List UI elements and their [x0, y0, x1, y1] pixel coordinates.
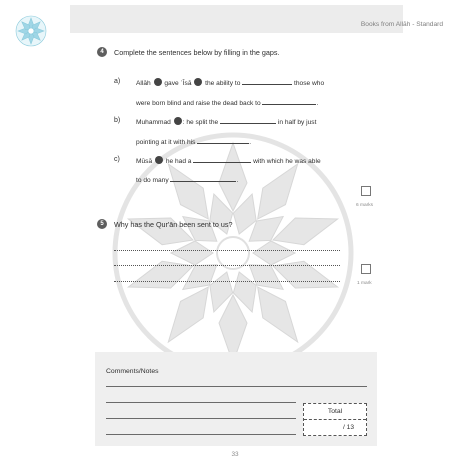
sentence-line — [136, 117, 316, 126]
marks-label: 1 mark — [357, 281, 372, 286]
fill-in-blank[interactable] — [262, 98, 316, 105]
total-value[interactable]: / 13 — [343, 424, 354, 431]
marks-checkbox[interactable] — [361, 186, 371, 196]
fill-in-blank[interactable] — [197, 137, 249, 144]
notes-line[interactable] — [106, 402, 296, 403]
sentence-text: to do many — [136, 177, 169, 184]
sentence-text: were born blind and raise the dead back to — [136, 100, 261, 107]
sentence-text: : he split the — [182, 119, 219, 126]
question-prompt: Why has the Qur'ān been sent to us? — [114, 220, 233, 229]
answer-line[interactable] — [114, 265, 340, 266]
item-label: c) — [114, 156, 120, 163]
sentence-text: with which he was able — [253, 158, 321, 165]
fill-in-blank[interactable] — [193, 156, 251, 163]
item-label: b) — [114, 117, 121, 124]
sentence-text: Muhammad — [136, 119, 171, 126]
sentence-text: he had a — [165, 158, 192, 165]
sentence-line — [136, 78, 324, 87]
item-label: a) — [114, 78, 121, 85]
book-title: Books from Allāh - Standard — [360, 21, 443, 28]
answer-line[interactable] — [114, 281, 340, 282]
total-label: Total — [327, 408, 343, 415]
sentence-line: were born blind and raise the dead back to . — [136, 100, 319, 107]
sentence-line — [136, 156, 321, 165]
sentence-text: those who — [294, 80, 325, 87]
sentence-line: pointing at it with his . — [136, 139, 252, 146]
question-prompt: Complete the sentences below by filling in the gaps. — [114, 48, 280, 57]
answer-line[interactable] — [114, 250, 340, 251]
comments-title: Comments/Notes — [106, 368, 159, 375]
honorific-icon — [194, 78, 202, 86]
sentence-text: the ability to — [205, 80, 241, 87]
sentence-text: Mūsā — [136, 158, 153, 165]
sentence-text: Allāh — [136, 80, 151, 87]
total-score-box — [303, 403, 367, 436]
page-number: 33 — [231, 451, 239, 458]
publisher-logo-icon — [13, 13, 49, 49]
comments-panel — [95, 352, 377, 446]
fill-in-blank[interactable] — [220, 117, 276, 124]
notes-line[interactable] — [106, 434, 296, 435]
notes-line[interactable] — [106, 418, 296, 419]
question-number-badge: 5 — [97, 219, 107, 229]
fill-in-blank[interactable] — [170, 175, 236, 182]
sentence-text: gave ʿĪsā — [164, 80, 192, 87]
honorific-icon — [155, 156, 163, 164]
fill-in-blank[interactable] — [242, 78, 292, 85]
honorific-icon — [174, 117, 182, 125]
star-pattern-watermark-icon — [108, 128, 358, 378]
honorific-icon — [154, 78, 162, 86]
sentence-text: in half by just — [277, 119, 317, 126]
marks-label: 6 marks — [356, 203, 374, 208]
question-number-badge: 4 — [97, 47, 107, 57]
marks-checkbox[interactable] — [361, 264, 371, 274]
sentence-line: to do many . — [136, 177, 239, 184]
header-band — [70, 5, 403, 33]
total-divider — [304, 419, 366, 420]
sentence-text: pointing at it with his — [136, 139, 196, 146]
notes-line[interactable] — [106, 386, 367, 387]
